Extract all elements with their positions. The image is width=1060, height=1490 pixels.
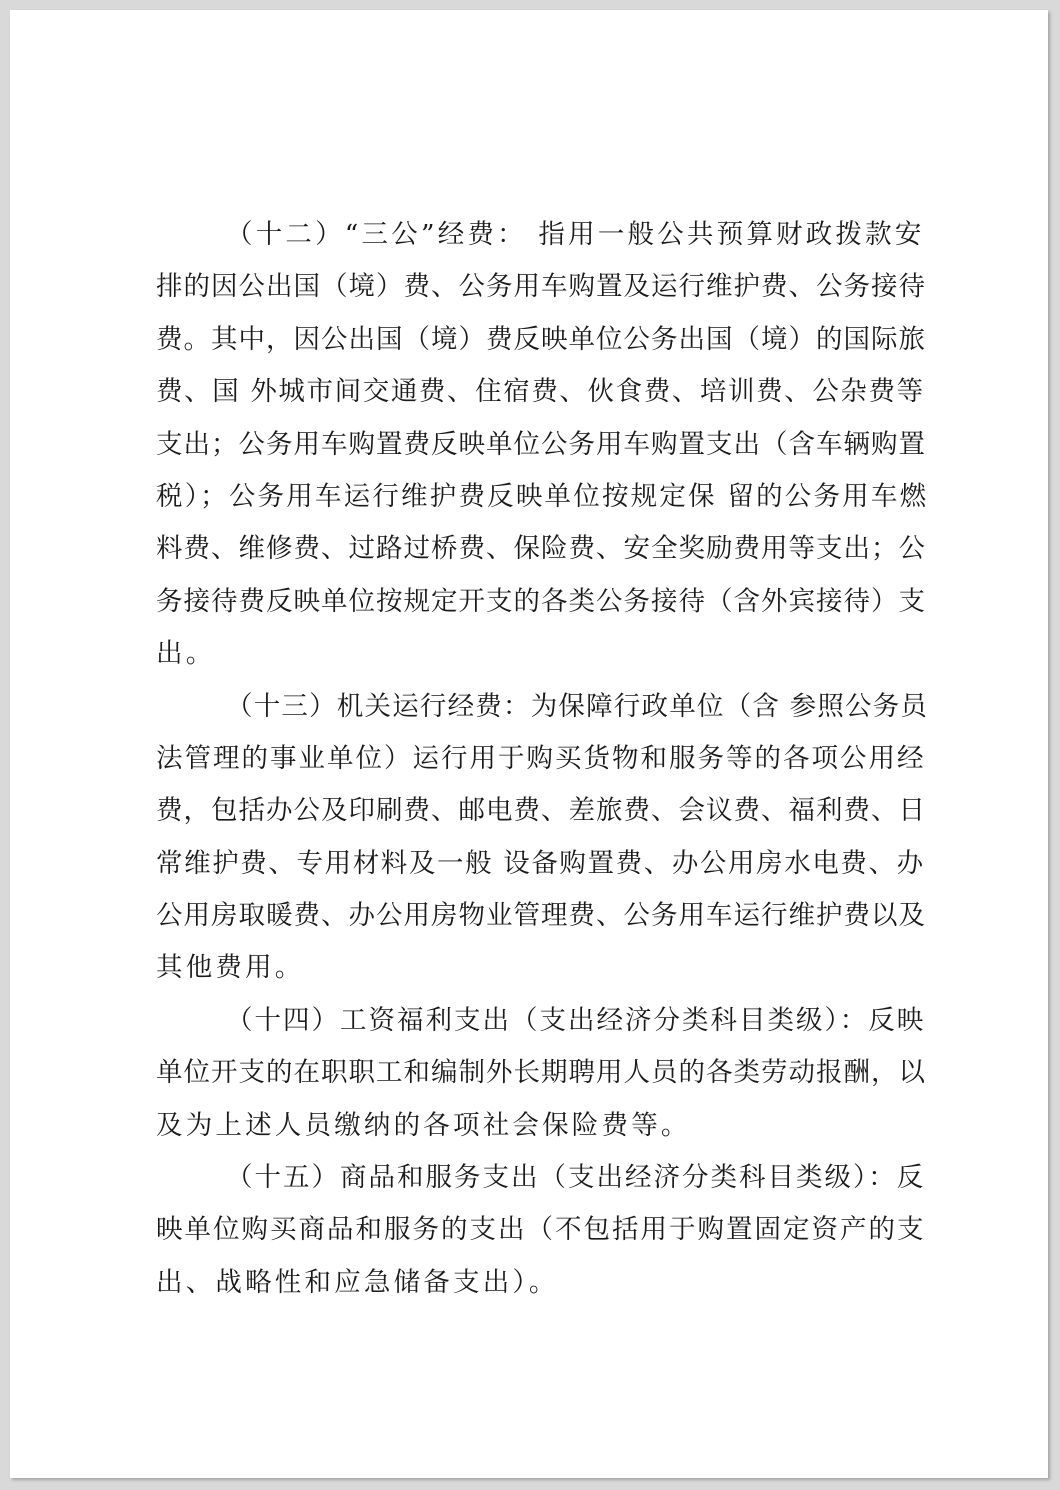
paragraph-14-line-3: 及为上述人员缴纳的各项社会保险费等。 xyxy=(156,1109,691,1141)
paragraph-13-line-2: 法管理的事业单位）运行用于购买货物和服务等的各项公用经 xyxy=(156,742,926,774)
paragraph-13-line-1: （十三）机关运行经费：为保障行政单位（含 参照公务员 xyxy=(226,690,929,722)
paragraph-13-line-3: 费，包括办公及印刷费、邮电费、差旅费、会议费、福利费、日 xyxy=(156,795,926,827)
paragraph-12-line-7: 料费、维修费、过路过桥费、保险费、安全奖励费用等支出；公 xyxy=(156,533,926,565)
paragraph-13-line-6: 其他费用。 xyxy=(156,952,305,984)
paragraph-14-line-2: 单位开支的在职职工和编制外长期聘用人员的各类劳动报酬，以 xyxy=(156,1057,926,1089)
paragraph-15-line-3: 出、战略性和应急储备支出）。 xyxy=(156,1266,559,1298)
paragraph-12-line-6: 税）；公务用车运行维护费反映单位按规定保 留的公务用车燃 xyxy=(156,480,929,512)
paragraph-12-line-1: （十二）“三公”经费： 指用一般公共预算财政拨款安 xyxy=(226,219,925,250)
paragraph-15-line-1: （十五）商品和服务支出（支出经济分类科目类级）：反 xyxy=(226,1162,926,1194)
document-page xyxy=(10,10,1048,1478)
paragraph-13-line-5: 公用房取暖费、办公用房物业管理费、公务用车运行维护费以及 xyxy=(156,900,926,932)
paragraph-12-line-9: 出。 xyxy=(156,638,216,670)
paragraph-13-line-4: 常维护费、专用材料及一般 设备购置费、办公用房水电费、办 xyxy=(156,847,925,879)
paragraph-12-line-4: 费、国 外城市间交通费、住宿费、伙食费、培训费、公杂费等 xyxy=(156,376,925,408)
paragraph-12-line-8: 务接待费反映单位按规定开支的各类公务接待（含外宾接待）支 xyxy=(156,585,926,617)
document-body xyxy=(156,209,928,1309)
paragraph-12-line-2: 排的因公出国（境）费、公务用车购置及运行维护费、公务接待 xyxy=(156,271,926,303)
paragraph-14-line-1: （十四）工资福利支出（支出经济分类科目类级）：反映 xyxy=(226,1004,926,1036)
paragraph-12-line-5: 支出；公务用车购置费反映单位公务用车购置支出（含车辆购置 xyxy=(156,428,926,460)
paragraph-15-line-2: 映单位购买商品和服务的支出（不包括用于购置固定资产的支 xyxy=(156,1214,926,1246)
paragraph-12-line-3: 费。其中，因公出国（境）费反映单位公务出国（境）的国际旅 xyxy=(156,323,926,355)
